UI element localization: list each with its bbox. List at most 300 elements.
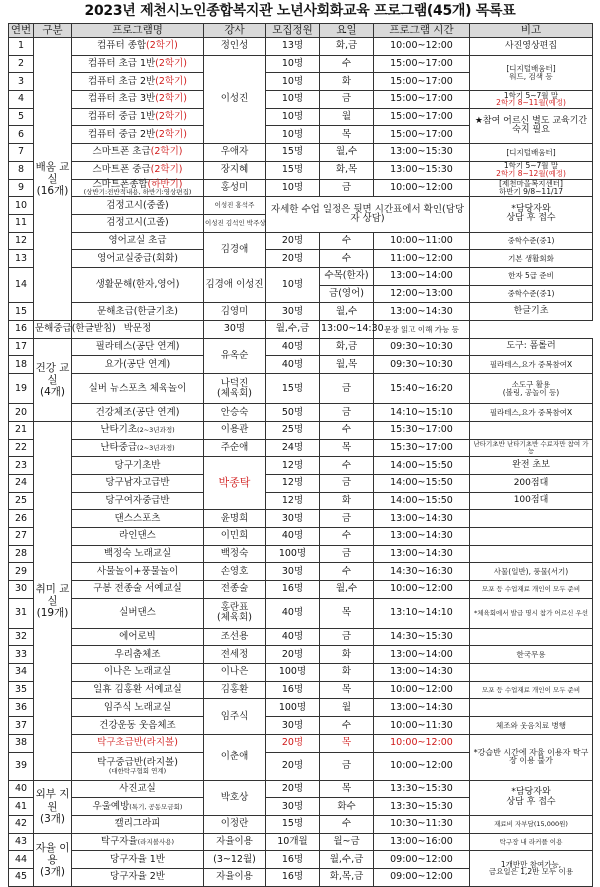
cell-program: 캘리그라피 — [72, 815, 204, 833]
cell-time: 10:30~11:30 — [374, 815, 470, 833]
category-learning: 배움 교실 (16개) — [34, 38, 72, 321]
cell-program: 컴퓨터 초급 2반(2학기) — [72, 73, 204, 91]
cell-program: 요가(공단 연계) — [72, 356, 204, 374]
cell-teacher: 우애자 — [204, 144, 266, 162]
cell-day: 금 — [320, 404, 374, 422]
cell-time: 13:00~14:30 — [374, 664, 470, 682]
cell-time: 15:00~17:00 — [374, 55, 470, 73]
cell-program: 컴퓨터 초급 3반(2학기) — [72, 91, 204, 109]
cell-time: 10:00~11:30 — [374, 717, 470, 735]
cell-day: 목 — [320, 734, 374, 752]
cell-no: 8 — [9, 161, 34, 179]
cell-capacity: 40명 — [266, 628, 320, 646]
cell-capacity: 15명 — [266, 815, 320, 833]
cell-time: 12:00~13:00 — [374, 285, 470, 303]
cell-no: 37 — [9, 717, 34, 735]
cell-program: 검정고시(고졸) — [72, 214, 204, 232]
cell-teacher: 이성진 김석인 박주상 — [204, 214, 266, 232]
cell-day: 화 — [320, 492, 374, 510]
cell-note: [디지털배움터] 워드, 검색 등 — [470, 55, 593, 90]
category-external: 외부 지원 (3개) — [34, 780, 72, 833]
cell-teacher: 손영호 — [204, 563, 266, 581]
cell-teacher: 나덕진 (체육회) — [204, 374, 266, 404]
table-row — [9, 356, 593, 374]
cell-time: 13:00~14:30 — [374, 527, 470, 545]
cell-time: 14:30~15:30 — [374, 628, 470, 646]
header-day: 요일 — [320, 24, 374, 38]
cell-time: 09:30~10:30 — [374, 356, 470, 374]
cell-day: 화 — [320, 646, 374, 664]
header-capacity: 모집정원 — [266, 24, 320, 38]
cell-capacity: 13명 — [266, 38, 320, 56]
cell-no: 3 — [9, 73, 34, 91]
cell-program: 건강체조(공단 연계) — [72, 404, 204, 422]
cell-capacity: 40명 — [266, 356, 320, 374]
cell-program: 실버 뉴스포츠 체육놀이 — [72, 374, 204, 404]
cell-note: 모포 등 수업재료 개인이 모두 준비 — [470, 681, 593, 699]
table-header-row — [9, 24, 593, 38]
cell-day: 월~금 — [320, 833, 374, 851]
cell-time: 13:00~14:30 — [374, 303, 470, 321]
cell-teacher: 김경애 — [204, 232, 266, 267]
cell-program: 당구자율 1반 — [72, 851, 204, 869]
cell-time: 15:00~17:00 — [374, 91, 470, 109]
cell-capacity: 10명 — [266, 108, 320, 126]
cell-time: 14:30~16:30 — [374, 563, 470, 581]
cell-time: 10:00~12:00 — [374, 38, 470, 56]
cell-day: 수 — [320, 527, 374, 545]
cell-capacity: 20명 — [266, 646, 320, 664]
cell-no: 27 — [9, 527, 34, 545]
cell-no: 31 — [9, 598, 34, 628]
cell-note: 중학수준(중1) — [470, 285, 593, 303]
table-row — [9, 268, 593, 286]
cell-note: 한국무용 — [470, 646, 593, 664]
cell-note: 200점대 — [470, 474, 593, 492]
cell-program: 난타중급(2~3년과정) — [72, 439, 204, 457]
cell-note: 재료비 자부담(15,000원) — [470, 815, 593, 833]
cell-no: 18 — [9, 356, 34, 374]
cell-day: 목 — [320, 681, 374, 699]
cell-teacher: 김경애 이성진 — [204, 268, 266, 303]
cell-time: 10:00~12:00 — [374, 179, 470, 197]
cell-teacher: 주순애 — [204, 439, 266, 457]
cell-no: 24 — [9, 474, 34, 492]
cell-no: 11 — [9, 214, 34, 232]
cell-day: 목 — [320, 126, 374, 144]
table-row — [9, 404, 593, 422]
cell-time: 15:00~17:00 — [374, 108, 470, 126]
table-row — [9, 598, 593, 628]
cell-time: 15:00~17:00 — [374, 73, 470, 91]
cell-capacity: 20명 — [266, 250, 320, 268]
cell-time: 13:00~14:30 — [320, 321, 374, 339]
cell-no: 4 — [9, 91, 34, 109]
cell-program: 검정고시(중졸) — [72, 197, 204, 215]
table-row — [9, 815, 593, 833]
cell-no: 32 — [9, 628, 34, 646]
cell-no: 22 — [9, 439, 34, 457]
cell-day: 월,수 — [320, 144, 374, 162]
cell-capacity: 15명 — [266, 374, 320, 404]
cell-time: 10:00~12:00 — [374, 752, 470, 780]
table-row — [9, 664, 593, 682]
cell-program: 문해초급(한글기초) — [72, 303, 204, 321]
cell-no: 40 — [9, 780, 34, 798]
cell-time: 13:00~16:00 — [374, 833, 470, 851]
cell-program: 건강운동 웃음체조 — [72, 717, 204, 735]
cell-program: 컴퓨터 중급 2반(2학기) — [72, 126, 204, 144]
cell-no: 29 — [9, 563, 34, 581]
cell-day: 월,수 — [320, 581, 374, 599]
cell-note: 기본 생활회화 — [470, 250, 593, 268]
cell-teacher: 정인성 — [204, 38, 266, 56]
cell-no: 39 — [9, 752, 34, 780]
cell-day: 화,목 — [320, 161, 374, 179]
cell-teacher: 이민희 — [204, 527, 266, 545]
cell-capacity: 10명 — [266, 268, 320, 303]
cell-teacher: 전종술 — [204, 581, 266, 599]
cell-capacity: 30명 — [266, 303, 320, 321]
cell-no: 41 — [9, 798, 34, 816]
cell-no: 45 — [9, 868, 34, 886]
cell-time: 10:00~12:00 — [374, 734, 470, 752]
cell-program: 사물놀이+풍물놀이 — [72, 563, 204, 581]
table-row — [9, 197, 593, 215]
table-row — [9, 55, 593, 73]
cell-no: 19 — [9, 374, 34, 404]
cell-program: 댄스스포츠 — [72, 510, 204, 528]
cell-capacity: 12명 — [266, 474, 320, 492]
cell-teacher: 이춘애 — [204, 734, 266, 780]
cell-note — [470, 527, 593, 545]
cell-time: 11:00~12:00 — [374, 250, 470, 268]
table-row — [9, 144, 593, 162]
cell-time: 13:00~15:30 — [374, 161, 470, 179]
cell-note: 문장 읽고 이해 가능 등 — [374, 321, 470, 339]
cell-teacher: 이용관 — [204, 421, 266, 439]
header-time: 프로그램 시간 — [374, 24, 470, 38]
cell-capacity: 20명 — [266, 780, 320, 798]
cell-note — [470, 545, 593, 563]
cell-no: 14 — [9, 268, 34, 303]
cell-note: 도구: 폼롤러 — [470, 338, 593, 356]
cell-day: 월 — [320, 699, 374, 717]
cell-teacher: 박문정 — [72, 321, 204, 339]
header-program: 프로그램명 — [72, 24, 204, 38]
cell-teacher: 홍란표 (체육회) — [204, 598, 266, 628]
cell-note: 완전 초보 — [470, 457, 593, 475]
cell-note — [470, 699, 593, 717]
cell-time: 13:00~14:30 — [374, 545, 470, 563]
cell-time: 13:30~15:30 — [374, 780, 470, 798]
category-self-use: 자율 이용 (3개) — [34, 833, 72, 886]
table-row — [9, 374, 593, 404]
cell-capacity: 100명 — [266, 699, 320, 717]
cell-day: 수목(한자) — [320, 268, 374, 286]
cell-program: 영어교실 초급 — [72, 232, 204, 250]
cell-capacity: 10명 — [266, 55, 320, 73]
cell-time: 13:00~14:30 — [374, 510, 470, 528]
cell-no: 44 — [9, 851, 34, 869]
cell-capacity: 40명 — [266, 598, 320, 628]
cell-program: 당구기초반 — [72, 457, 204, 475]
cell-day: 수 — [320, 232, 374, 250]
cell-day: 수 — [320, 717, 374, 735]
cell-teacher: 김홍환 — [204, 681, 266, 699]
cell-capacity: 10명 — [266, 179, 320, 197]
cell-no: 23 — [9, 457, 34, 475]
cell-note: 난타기초반 난타기초반 수료자만 참여 가능 — [470, 439, 593, 457]
cell-teacher: (3~12월) — [204, 851, 266, 869]
cell-day: 화,금 — [320, 38, 374, 56]
cell-note: 소도구 활용 (볼링, 공놀이 등) — [470, 374, 593, 404]
table-row — [9, 581, 593, 599]
cell-day: 월 — [320, 108, 374, 126]
page-title: 2023년 제천시노인종합복지관 노년사회화교육 프로그램(45개) 목록표 — [84, 3, 516, 19]
cell-capacity: 15명 — [266, 144, 320, 162]
table-row — [9, 161, 593, 179]
cell-day: 금 — [320, 91, 374, 109]
cell-note — [470, 664, 593, 682]
cell-note: [제천마을복지센터] 하반기 9/8~11/17 — [470, 179, 593, 197]
cell-no: 10 — [9, 197, 34, 215]
cell-program: 컴퓨터 초급 1반(2학기) — [72, 55, 204, 73]
cell-teacher: 이성진 홍석주 — [204, 197, 266, 215]
cell-program: 이나은 노래교실 — [72, 664, 204, 682]
header-no: 연번 — [9, 24, 34, 38]
cell-program: 영어교실중급(회화) — [72, 250, 204, 268]
cell-note: 필라테스,요가 중복참여X — [470, 356, 593, 374]
table-row — [9, 510, 593, 528]
table-row — [9, 545, 593, 563]
table-row — [9, 492, 593, 510]
cell-time: 13:00~14:30 — [374, 699, 470, 717]
cell-day: 화,금 — [320, 338, 374, 356]
cell-day: 금(영어) — [320, 285, 374, 303]
cell-day: 화수 — [320, 798, 374, 816]
cell-day: 금 — [320, 628, 374, 646]
cell-no: 1 — [9, 38, 34, 56]
cell-program: 컴퓨터 종합(2학기) — [72, 38, 204, 56]
table-row — [9, 646, 593, 664]
cell-capacity: 40명 — [266, 527, 320, 545]
cell-day: 수 — [320, 457, 374, 475]
cell-no: 6 — [9, 126, 34, 144]
cell-day: 금 — [320, 545, 374, 563]
cell-capacity: 10개월 — [266, 833, 320, 851]
cell-capacity: 30명 — [266, 798, 320, 816]
cell-program: 우울예방(톡기, 공동모금회) — [72, 798, 204, 816]
cell-day: 화,목,금 — [320, 868, 374, 886]
cell-day: 금 — [320, 510, 374, 528]
cell-no: 12 — [9, 232, 34, 250]
cell-note: *체육회에서 발급 명시 참가 어르신 우선 — [470, 598, 593, 628]
cell-note — [470, 628, 593, 646]
cell-day: 수 — [320, 250, 374, 268]
cell-time: 14:10~15:10 — [374, 404, 470, 422]
cell-note: 탁구장 내 라커플 이용 — [470, 833, 593, 851]
cell-day: 수 — [320, 815, 374, 833]
cell-program: 사진교실 — [72, 780, 204, 798]
cell-time: 13:10~14:10 — [374, 598, 470, 628]
category-hobby: 취미 교실 (19개) — [34, 421, 72, 780]
cell-time: 14:00~15:50 — [374, 457, 470, 475]
cell-program: 스마트폰 초급(2학기) — [72, 144, 204, 162]
table-row — [9, 681, 593, 699]
table-row — [9, 38, 593, 56]
cell-program: 탁구중급반(라지볼) (대한탁구협회 연계) — [72, 752, 204, 780]
cell-teacher: 안승숙 — [204, 404, 266, 422]
cell-no: 35 — [9, 681, 34, 699]
cell-capacity: 100명 — [266, 545, 320, 563]
cell-day: 월,목 — [320, 356, 374, 374]
cell-teacher: 자율이용 — [204, 833, 266, 851]
cell-no: 7 — [9, 144, 34, 162]
cell-program: 생활문해(한자,영어) — [72, 268, 204, 303]
cell-teacher: 김영미 — [204, 303, 266, 321]
table-row — [9, 108, 593, 126]
table-row — [9, 734, 593, 752]
cell-no: 30 — [9, 581, 34, 599]
cell-day: 수 — [320, 55, 374, 73]
cell-no: 33 — [9, 646, 34, 664]
cell-teacher: 자율이용 — [204, 868, 266, 886]
cell-teacher: 윤명희 — [204, 510, 266, 528]
cell-time: 13:00~14:00 — [374, 646, 470, 664]
table-row — [9, 628, 593, 646]
cell-capacity: 25명 — [266, 421, 320, 439]
cell-teacher: 유옥순 — [204, 338, 266, 373]
cell-note: 필라테스,요가 중복참여X — [470, 404, 593, 422]
cell-no: 9 — [9, 179, 34, 197]
program-table — [8, 23, 593, 887]
category-health: 건강 교실 (4개) — [34, 338, 72, 421]
cell-note: 1학기 5~7월 말 2학기 8~11월(예정) — [470, 91, 593, 109]
cell-day: 목 — [320, 598, 374, 628]
cell-program: 일휴 김홍환 서예교실 — [72, 681, 204, 699]
cell-capacity: 16명 — [266, 681, 320, 699]
cell-note: 사진영상편집 — [470, 38, 593, 56]
cell-note — [470, 421, 593, 439]
cell-day: 화 — [320, 664, 374, 682]
cell-teacher: 조선용 — [204, 628, 266, 646]
table-row — [9, 250, 593, 268]
cell-capacity: 10명 — [266, 73, 320, 91]
table-row — [9, 527, 593, 545]
cell-program: 실버댄스 — [72, 598, 204, 628]
cell-note: 모포 등 수업재료 개인이 모두 준비 — [470, 581, 593, 599]
cell-program: 난타기초(2~3년과정) — [72, 421, 204, 439]
cell-capacity: 16명 — [266, 581, 320, 599]
cell-no: 26 — [9, 510, 34, 528]
cell-capacity: 24명 — [266, 439, 320, 457]
cell-time: 10:00~12:00 — [374, 681, 470, 699]
table-row — [9, 232, 593, 250]
cell-note: 한자 5급 준비 — [470, 268, 593, 286]
cell-day: 수 — [320, 421, 374, 439]
cell-no: 42 — [9, 815, 34, 833]
cell-no: 28 — [9, 545, 34, 563]
cell-time: 10:00~12:00 — [374, 581, 470, 599]
cell-no: 20 — [9, 404, 34, 422]
cell-program: 당구자율 2반 — [72, 868, 204, 886]
cell-time: 09:00~12:00 — [374, 851, 470, 869]
cell-capacity: 10명 — [266, 126, 320, 144]
cell-program: 임주식 노래교실 — [72, 699, 204, 717]
cell-no: 16 — [9, 321, 34, 339]
cell-program: 필라테스(공단 연계) — [72, 338, 204, 356]
cell-program: 우리춤체조 — [72, 646, 204, 664]
cell-day: 수 — [320, 563, 374, 581]
cell-note: *담당자와 상담 후 접수 — [470, 780, 593, 815]
table-row — [9, 338, 593, 356]
table-row — [9, 179, 593, 197]
cell-program: 탁구자율(라지볼사용) — [72, 833, 204, 851]
table-row — [9, 321, 593, 339]
cell-time: 13:00~15:30 — [374, 144, 470, 162]
table-row — [9, 851, 593, 869]
cell-note: [디지털배움터] — [470, 144, 593, 162]
cell-note: *담당자와 상담 후 접수 — [470, 197, 593, 232]
cell-time: 09:00~12:00 — [374, 868, 470, 886]
cell-note: ★참여 어르신 별도 교육기간 숙지 필요 — [470, 108, 593, 143]
table-row — [9, 717, 593, 735]
cell-program: 컴퓨터 중급 1반(2학기) — [72, 108, 204, 126]
cell-no: 21 — [9, 421, 34, 439]
cell-program: 당구여자중급반 — [72, 492, 204, 510]
cell-note: 한글기초 — [470, 303, 593, 321]
cell-capacity: 30명 — [266, 510, 320, 528]
cell-capacity: 30명 — [266, 717, 320, 735]
cell-no: 15 — [9, 303, 34, 321]
cell-teacher: 장지혜 — [204, 161, 266, 179]
cell-capacity: 20명 — [266, 752, 320, 780]
cell-teacher: 박종탁 — [204, 457, 266, 510]
table-row — [9, 457, 593, 475]
cell-no: 34 — [9, 664, 34, 682]
cell-capacity: 30명 — [266, 563, 320, 581]
cell-capacity: 100명 — [266, 664, 320, 682]
cell-program: 당구남자고급반 — [72, 474, 204, 492]
cell-no: 17 — [9, 338, 34, 356]
table-row — [9, 474, 593, 492]
cell-program: 라인댄스 — [72, 527, 204, 545]
cell-schedule-note: 자세한 수업 일정은 뒷면 시간표에서 확인(담당자 상담) — [266, 197, 470, 232]
cell-time: 14:00~15:50 — [374, 474, 470, 492]
cell-day: 금 — [320, 474, 374, 492]
cell-teacher: 홍성미 — [204, 179, 266, 197]
cell-capacity: 30명 — [204, 321, 266, 339]
cell-capacity: 10명 — [266, 91, 320, 109]
cell-teacher: 박호상 — [204, 780, 266, 815]
table-row — [9, 303, 593, 321]
cell-day: 금 — [320, 179, 374, 197]
cell-program: 스마트폰 중급(2학기) — [72, 161, 204, 179]
cell-day: 화 — [320, 73, 374, 91]
cell-note: 사물(일반), 풍물(서기) — [470, 563, 593, 581]
cell-day: 목 — [320, 780, 374, 798]
cell-day: 월,수,금 — [266, 321, 320, 339]
cell-no: 13 — [9, 250, 34, 268]
cell-day: 금 — [320, 752, 374, 780]
header-teacher: 강사 — [204, 24, 266, 38]
cell-capacity: 15명 — [266, 161, 320, 179]
cell-program: 문해중급(한글받침) — [34, 321, 72, 339]
cell-note: *강습반 시간에 자율 이용자 탁구장 이용 불가 — [470, 734, 593, 780]
table-row — [9, 439, 593, 457]
cell-time: 15:30~17:00 — [374, 439, 470, 457]
